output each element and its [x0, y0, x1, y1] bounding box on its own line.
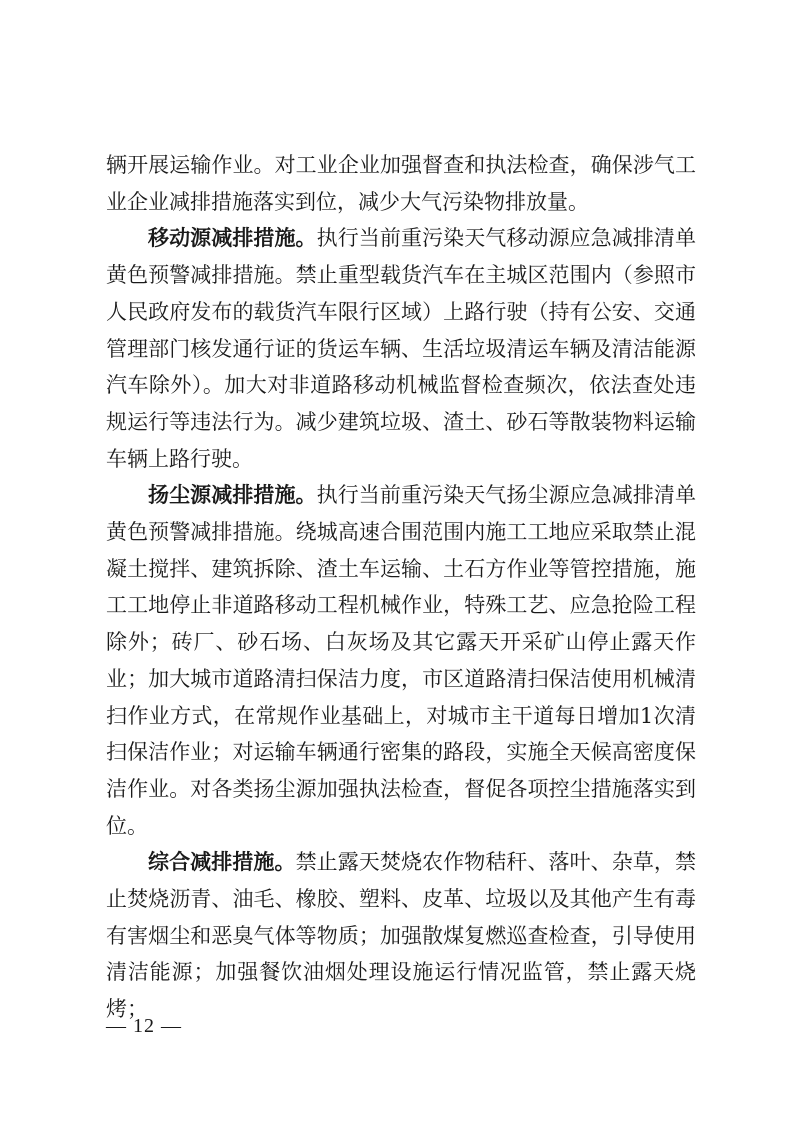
paragraph-body: 执行当前重污染天气移动源应急减排清单黄色预警减排措施。禁止重型载货汽车在主城区范围内（参照市人民政府发布的载货汽车限行区域）上路行驶（持有公安、交通管理部门核发通行证的货运车辆、生活垃圾清运车辆及清洁能源汽车除外）。加大对非道路移动机械监督检查频次，依法查处违规运行等违法行为。减少建筑垃圾、渣土、砂石等散装物料运输车辆上路行驶。: [106, 226, 696, 471]
document-body: [106, 147, 696, 1028]
paragraph-dust-source: [106, 477, 696, 844]
paragraph-heading: 移动源减排措施。: [148, 225, 317, 251]
paragraph-body: 禁止露天焚烧农作物秸秆、落叶、杂草，禁止焚烧沥青、油毛、橡胶、塑料、皮革、垃圾以及其他产生有毒有害烟尘和恶臭气体等物质；加强散煤复燃巡查检查，引导使用清洁能源；加强餐饮油烟处理设施运行情况监管，禁止露天烧烤；: [106, 850, 697, 1022]
paragraph-heading: 综合减排措施。: [148, 849, 296, 875]
paragraph-body: 辆开展运输作业。对工业企业加强督查和执法检查，确保涉气工业企业减排措施落实到位，减少大气污染物排放量。: [106, 153, 696, 214]
paragraph-body: 执行当前重污染天气扬尘源应急减排清单黄色预警减排措施。绕城高速合围范围内施工工地应采取禁止混凝土搅拌、建筑拆除、渣土车运输、土石方作业等管控措施，施工工地停止非道路移动工程机械作业，特殊工艺、应急抢险工程除外；砖厂、砂石场、白灰场及其它露天开采矿山停止露天作业；加大城市道路清扫保洁力度，市区道路清扫保洁使用机械清扫作业方式，在常规作业基础上，对城市主干道每日增加1次清扫保洁作业；对运输车辆通行密集的路段，实施全天候高密度保洁作业。对各类扬尘源加强执法检查，督促各项控尘措施落实到位。: [106, 483, 696, 838]
paragraph-heading: 扬尘源减排措施。: [148, 482, 317, 508]
page-number: — 12 —: [106, 1015, 182, 1037]
paragraph-mobile-source: [106, 220, 696, 477]
paragraph-comprehensive: [106, 844, 696, 1028]
paragraph-continuation: [106, 147, 696, 220]
